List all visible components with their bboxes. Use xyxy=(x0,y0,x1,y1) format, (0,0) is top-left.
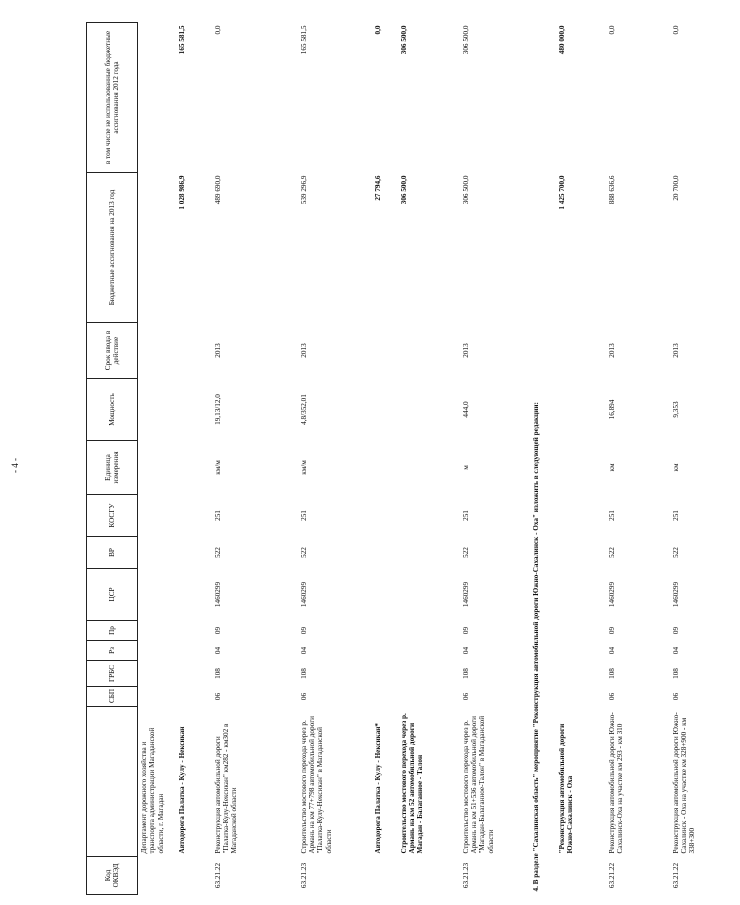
budget-cell: 888 636,6 xyxy=(607,175,616,205)
okved-cell xyxy=(372,857,398,895)
rz-cell xyxy=(176,641,212,661)
unit-cell: км xyxy=(671,463,680,472)
pr-cell xyxy=(176,621,212,641)
pr-cell: 09 xyxy=(299,626,308,635)
vr-cell: 522 xyxy=(213,547,222,558)
table-row xyxy=(460,23,530,895)
pr-cell xyxy=(556,621,606,641)
table-row xyxy=(298,23,372,895)
power-cell: 4,8/352,01 xyxy=(299,394,308,425)
term-cell: 2013 xyxy=(671,343,680,358)
sbp-cell: 06 xyxy=(299,692,308,701)
term-cell xyxy=(176,323,212,379)
power-cell: 16,894 xyxy=(607,399,616,420)
csr-cell xyxy=(176,569,212,621)
pr-cell xyxy=(398,621,460,641)
table-group-row xyxy=(398,23,460,895)
csr-cell: 1460299 xyxy=(607,581,616,608)
okved-cell: 63.21.23 xyxy=(299,862,308,889)
sbp-cell: 06 xyxy=(671,692,680,701)
rz-cell: 04 xyxy=(213,646,222,655)
term-cell xyxy=(556,323,606,379)
term-cell: 2013 xyxy=(607,343,616,358)
kosgu-cell xyxy=(372,495,398,537)
power-cell xyxy=(138,379,176,441)
power-cell xyxy=(176,379,212,441)
table-row xyxy=(670,23,740,895)
budget-cell: 489 690,0 xyxy=(213,175,222,205)
grbs-cell xyxy=(556,661,606,687)
okved-cell xyxy=(398,857,460,895)
pr-cell: 09 xyxy=(671,626,680,635)
unit-cell xyxy=(556,441,606,495)
csr-cell xyxy=(556,569,606,621)
kosgu-cell: 251 xyxy=(671,510,680,521)
name-cell: Автодорога Палатка - Кулу - Нексикан* xyxy=(373,722,382,854)
header-name xyxy=(87,707,138,857)
unused-cell: 306 500,0 xyxy=(461,25,470,55)
kosgu-cell: 251 xyxy=(213,510,222,521)
unused-cell: 165 581,5 xyxy=(177,25,186,55)
section-heading: 4. В разделе "Сахалинская область" мероприятие "Реконструкция автомобильной дороги Южно-Сахалинск - Оха" изложить в следующей редакции: xyxy=(531,402,540,892)
budget-cell: 20 700,0 xyxy=(671,175,680,201)
unit-cell: м xyxy=(461,465,470,470)
unused-cell: 0,0 xyxy=(671,25,680,35)
kosgu-cell xyxy=(556,495,606,537)
unused-cell: 165 581,5 xyxy=(299,25,308,55)
unused-cell: 0,0 xyxy=(607,25,616,35)
header-unit: Единица измерения xyxy=(87,441,138,495)
term-cell xyxy=(372,323,398,379)
rz-cell: 04 xyxy=(461,646,470,655)
okved-cell: 63.21.22 xyxy=(607,862,616,889)
csr-cell xyxy=(398,569,460,621)
table-row xyxy=(212,23,298,895)
header-power: Мощность xyxy=(87,379,138,441)
csr-cell xyxy=(372,569,398,621)
name-cell: Реконструкция автомобильной дороги "Палатка-Кулу-Нексикан" км282 - км302 в Магаданской области xyxy=(213,723,239,854)
header-pr: Пр xyxy=(87,621,138,641)
table-group-row xyxy=(372,23,398,895)
name-cell: Автодорога Палатка - Кулу - Нексикан xyxy=(177,726,186,854)
header-unused-2012: в том числе не использованные бюджетные ассигнования 2012 года xyxy=(87,23,138,173)
power-cell: 19,13/12,0 xyxy=(213,394,222,425)
csr-cell: 1460299 xyxy=(299,581,308,608)
grbs-cell: 108 xyxy=(461,668,470,679)
header-csr: ЦСР xyxy=(87,569,138,621)
term-cell: 2013 xyxy=(299,343,308,358)
grbs-cell: 108 xyxy=(213,668,222,679)
okved-cell: 63.21.22 xyxy=(671,862,680,889)
name-cell: Реконструкция автомобильной дороги Южно-Сахалинск - Оха на участке км 328+900 - км 338+300 xyxy=(671,712,697,854)
grbs-cell xyxy=(176,661,212,687)
sbp-cell xyxy=(176,687,212,707)
vr-cell xyxy=(556,537,606,569)
power-cell: 9,353 xyxy=(671,401,680,418)
table-group-row xyxy=(176,23,212,895)
okved-cell: 63.21.22 xyxy=(213,862,222,889)
name-cell: "Реконструкция автомобильной дороги Южно-Сахалинск - Оха xyxy=(557,723,574,854)
csr-cell xyxy=(138,569,176,621)
budget-cell: 1 028 986,9 xyxy=(177,175,186,210)
power-cell xyxy=(556,379,606,441)
vr-cell: 522 xyxy=(671,547,680,558)
sbp-cell xyxy=(372,687,398,707)
header-row xyxy=(87,23,138,895)
header-budget-2013: Бюджетные ассигнования на 2013 год xyxy=(87,173,138,323)
kosgu-cell: 251 xyxy=(461,510,470,521)
budget-cell: 1 425 700,0 xyxy=(557,175,566,210)
budget-cell: 306 500,0 xyxy=(399,175,408,205)
section-heading-row xyxy=(530,23,556,895)
okved-cell: 63.21.23 xyxy=(461,862,470,889)
csr-cell: 1460299 xyxy=(461,581,470,608)
kosgu-cell xyxy=(398,495,460,537)
name-cell: Строительство мостового перехода через р. Армань на км 52 автомобильной дороги Магадан - Балаганное - Талон xyxy=(399,713,425,854)
vr-cell xyxy=(176,537,212,569)
csr-cell: 1460299 xyxy=(213,581,222,608)
grbs-cell: 108 xyxy=(299,668,308,679)
name-cell: Департамент дорожного хозяйства и транспорта администрации Магаданской области, г. Магадан xyxy=(140,727,165,854)
header-kosgu: КОСГУ xyxy=(87,495,138,537)
term-cell xyxy=(138,323,176,379)
rz-cell xyxy=(556,641,606,661)
okved-cell xyxy=(138,857,176,895)
name-cell: Строительство мостового перехода через р. Армань на км 77+798 автомобильной дороги "Палатка-Кулу-Нексикан" в Магаданской области xyxy=(299,715,333,854)
power-cell xyxy=(372,379,398,441)
grbs-cell xyxy=(138,661,176,687)
rz-cell: 04 xyxy=(671,646,680,655)
grbs-cell: 108 xyxy=(671,668,680,679)
unit-cell xyxy=(176,441,212,495)
vr-cell: 522 xyxy=(461,547,470,558)
pr-cell xyxy=(138,621,176,641)
header-okved: Код ОКВЭД xyxy=(87,857,138,895)
budget-cell: 306 500,0 xyxy=(461,175,470,205)
rz-cell xyxy=(372,641,398,661)
okved-cell xyxy=(556,857,606,895)
term-cell xyxy=(398,323,460,379)
rz-cell: 04 xyxy=(299,646,308,655)
vr-cell: 522 xyxy=(299,547,308,558)
vr-cell xyxy=(372,537,398,569)
budget-cell: 27 794,6 xyxy=(373,175,382,201)
sbp-cell xyxy=(398,687,460,707)
vr-cell xyxy=(398,537,460,569)
rz-cell xyxy=(398,641,460,661)
kosgu-cell xyxy=(176,495,212,537)
term-cell: 2013 xyxy=(461,343,470,358)
okved-cell xyxy=(176,857,212,895)
budget-cell xyxy=(138,173,176,323)
table-row xyxy=(606,23,670,895)
pr-cell: 09 xyxy=(213,626,222,635)
unit-cell: км/м xyxy=(213,460,222,475)
grbs-cell xyxy=(372,661,398,687)
table-group-row xyxy=(556,23,606,895)
unused-cell xyxy=(138,23,176,173)
sbp-cell: 06 xyxy=(213,692,222,701)
sbp-cell: 06 xyxy=(461,692,470,701)
vr-cell: 522 xyxy=(607,547,616,558)
kosgu-cell xyxy=(138,495,176,537)
header-term: Срок ввода в действие xyxy=(87,323,138,379)
unused-cell: 306 500,0 xyxy=(399,25,408,55)
unit-cell xyxy=(398,441,460,495)
pr-cell: 09 xyxy=(461,626,470,635)
sbp-cell: 06 xyxy=(607,692,616,701)
header-rz: Рз xyxy=(87,641,138,661)
unit-cell xyxy=(138,441,176,495)
header-sbp: СБП xyxy=(87,687,138,707)
power-cell: 444,0 xyxy=(461,401,470,418)
pr-cell: 09 xyxy=(607,626,616,635)
unused-cell: 480 000,0 xyxy=(557,25,566,55)
unused-cell: 0,0 xyxy=(373,25,382,35)
unit-cell: км/м xyxy=(299,460,308,475)
csr-cell: 1460299 xyxy=(671,581,680,608)
grbs-cell: 108 xyxy=(607,668,616,679)
sbp-cell xyxy=(138,687,176,707)
term-cell: 2013 xyxy=(213,343,222,358)
name-cell: Реконструкция автомобильной дороги Южно-Сахалинск-Оха на участке км 293 - км 310 xyxy=(607,712,624,854)
page-number: - 4 - xyxy=(10,458,20,473)
name-cell: Строительство мостового перехода через р. Армань на км 51+536 автомобильной дороги "Магадан-Балаганное-Талон" в Магаданской области xyxy=(461,715,495,854)
grbs-cell xyxy=(398,661,460,687)
rz-cell: 04 xyxy=(607,646,616,655)
table-body xyxy=(138,23,740,895)
table-row xyxy=(138,23,176,895)
unused-cell: 0,0 xyxy=(213,25,222,35)
investment-table xyxy=(86,22,740,895)
budget-cell: 539 296,9 xyxy=(299,175,308,205)
header-grbs: ГРБС xyxy=(87,661,138,687)
unit-cell xyxy=(372,441,398,495)
rz-cell xyxy=(138,641,176,661)
unit-cell: км xyxy=(607,463,616,472)
sbp-cell xyxy=(556,687,606,707)
kosgu-cell: 251 xyxy=(299,510,308,521)
pr-cell xyxy=(372,621,398,641)
header-vr: ВР xyxy=(87,537,138,569)
power-cell xyxy=(398,379,460,441)
vr-cell xyxy=(138,537,176,569)
kosgu-cell: 251 xyxy=(607,510,616,521)
